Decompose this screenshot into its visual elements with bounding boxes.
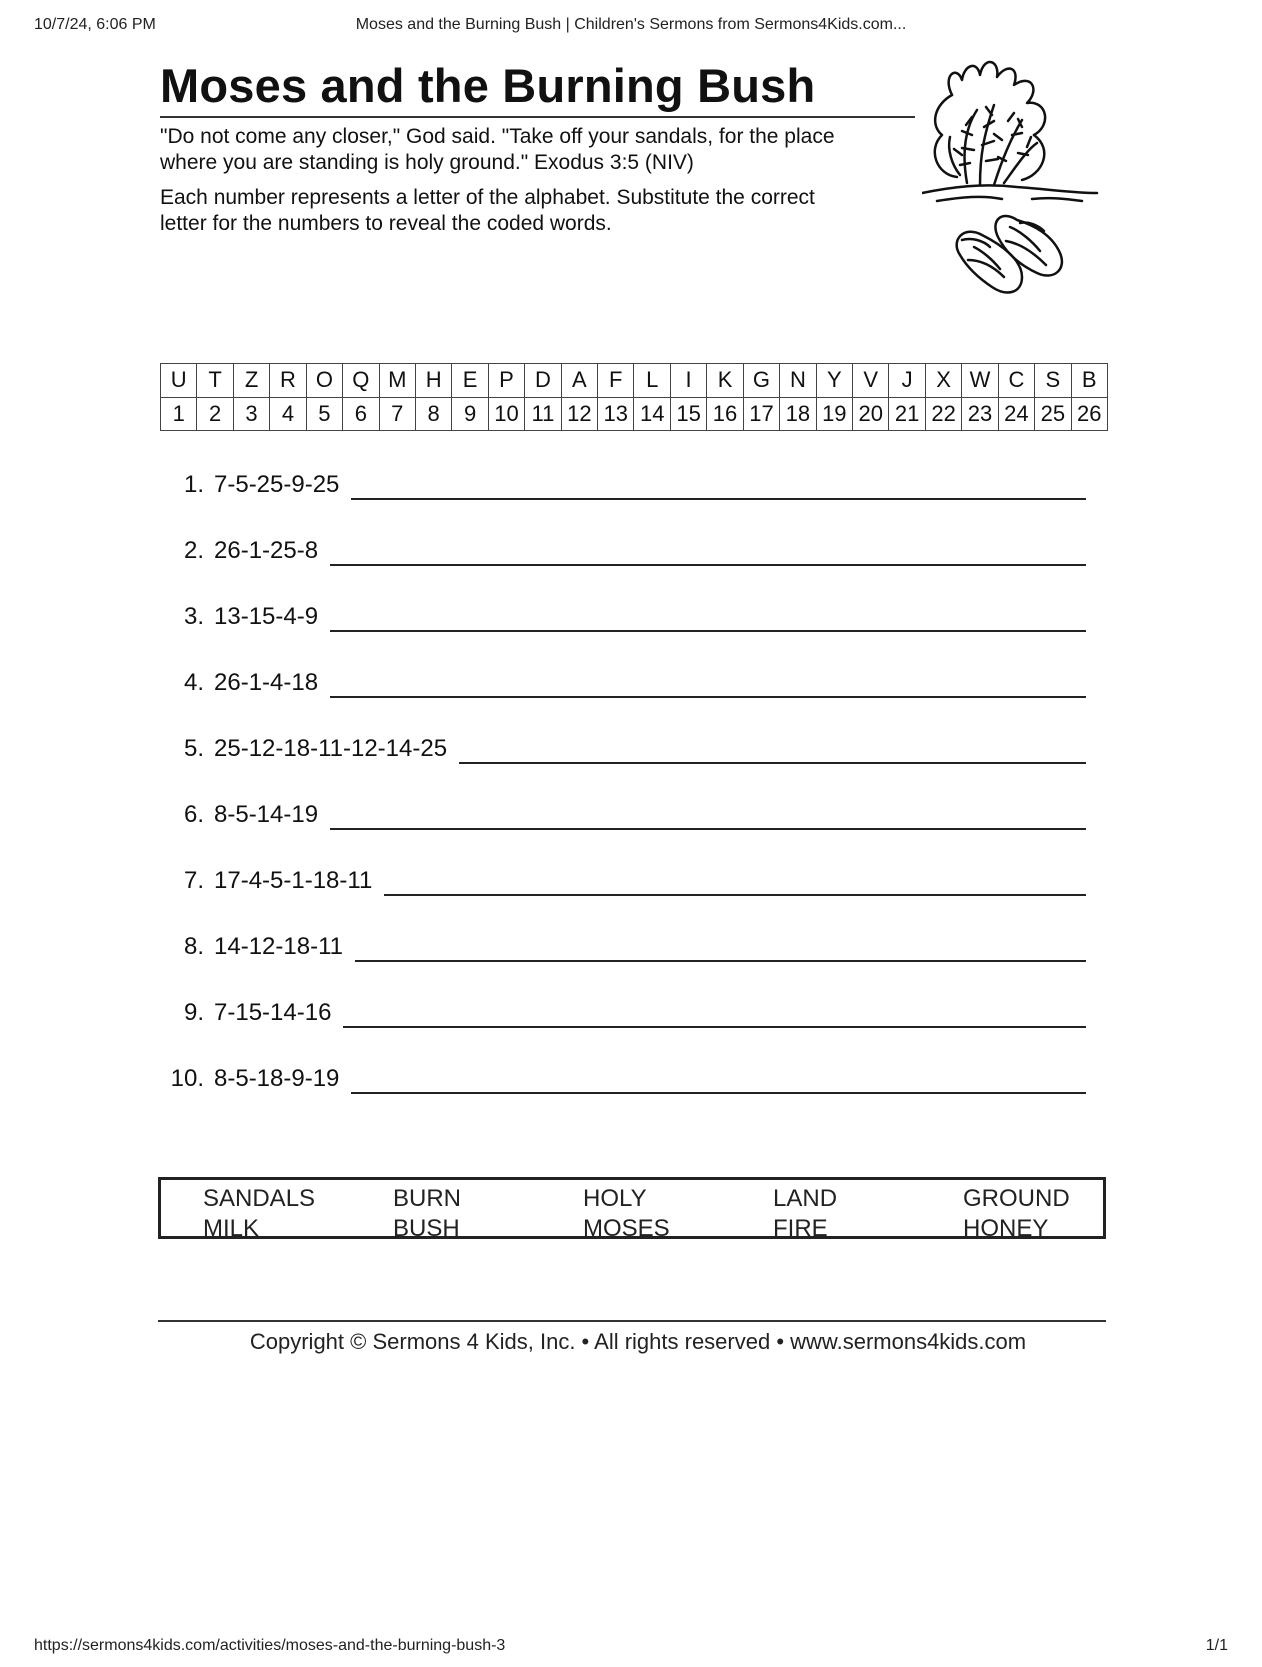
cipher-number: 13 — [598, 397, 634, 431]
cipher-letter: F — [598, 364, 634, 398]
word-bank-word: MOSES — [583, 1215, 670, 1242]
question-row — [160, 998, 1086, 1064]
question-code: 7-5-25-9-25 — [214, 471, 340, 498]
cipher-letter: A — [561, 364, 597, 398]
cipher-letter: K — [707, 364, 743, 398]
question-number: 5. — [183, 735, 204, 762]
cipher-letter: X — [925, 364, 961, 398]
answer-blank[interactable] — [351, 498, 1086, 500]
cipher-number: 1 — [161, 397, 197, 431]
cipher-number: 2 — [197, 397, 233, 431]
cipher-number: 11 — [525, 397, 561, 431]
question-number: 7. — [183, 867, 204, 894]
answer-blank[interactable] — [384, 894, 1086, 896]
coded-questions-list — [160, 470, 1086, 1130]
question-row — [160, 800, 1086, 866]
question-row — [160, 470, 1086, 536]
question-code: 26-1-25-8 — [214, 537, 319, 564]
question-row — [160, 734, 1086, 800]
question-code: 8-5-14-19 — [214, 801, 319, 828]
instructions-line: letter for the numbers to reveal the coded words. — [160, 212, 612, 235]
question-row — [160, 536, 1086, 602]
cipher-letter: G — [743, 364, 779, 398]
question-row — [160, 1064, 1086, 1130]
answer-blank[interactable] — [330, 828, 1086, 830]
question-number: 2. — [183, 537, 204, 564]
question-code: 7-15-14-16 — [214, 999, 332, 1026]
question-number: 9. — [183, 999, 204, 1026]
cipher-letter: Z — [233, 364, 269, 398]
word-bank-word: BUSH — [393, 1215, 460, 1242]
cipher-letter: O — [306, 364, 342, 398]
question-number: 8. — [183, 933, 204, 960]
question-code: 26-1-4-18 — [214, 669, 319, 696]
cipher-letter: P — [488, 364, 524, 398]
question-row — [160, 668, 1086, 734]
cipher-letter: S — [1035, 364, 1071, 398]
title-divider — [160, 116, 915, 118]
instructions-line: Each number represents a letter of the alphabet. Substitute the correct — [160, 186, 815, 209]
cipher-number: 25 — [1035, 397, 1071, 431]
question-row — [160, 866, 1086, 932]
cipher-letter: Y — [816, 364, 852, 398]
cipher-number: 16 — [707, 397, 743, 431]
word-bank-word: LAND — [773, 1185, 838, 1212]
word-bank-word: SANDALS — [203, 1185, 316, 1212]
copyright-divider — [158, 1320, 1106, 1322]
cipher-letter: N — [780, 364, 816, 398]
cipher-number: 9 — [452, 397, 488, 431]
cipher-number: 12 — [561, 397, 597, 431]
question-number: 10. — [170, 1065, 204, 1092]
cipher-number: 4 — [270, 397, 306, 431]
word-bank-word: MILK — [203, 1215, 260, 1242]
cipher-letter: W — [962, 364, 998, 398]
cipher-letter: Q — [343, 364, 379, 398]
question-number: 3. — [183, 603, 204, 630]
cipher-number: 20 — [853, 397, 889, 431]
word-bank-word: FIRE — [773, 1215, 828, 1242]
cipher-letter: V — [853, 364, 889, 398]
cipher-letter: C — [998, 364, 1034, 398]
cipher-number: 15 — [670, 397, 706, 431]
answer-blank[interactable] — [351, 1092, 1086, 1094]
question-code: 13-15-4-9 — [214, 603, 319, 630]
question-row — [160, 932, 1086, 998]
question-code: 8-5-18-9-19 — [214, 1065, 340, 1092]
word-bank-column — [583, 1184, 670, 1244]
cipher-letter: U — [161, 364, 197, 398]
cipher-letter: B — [1071, 364, 1107, 398]
cipher-letter: J — [889, 364, 925, 398]
copyright-notice: Copyright © Sermons 4 Kids, Inc. • All rights reserved • www.sermons4kids.com — [249, 1329, 1027, 1354]
cipher-number: 7 — [379, 397, 415, 431]
cipher-number: 6 — [343, 397, 379, 431]
word-bank-word: HONEY — [963, 1215, 1049, 1242]
word-bank-column — [963, 1184, 1070, 1244]
cipher-letter: H — [415, 364, 451, 398]
cipher-letter: M — [379, 364, 415, 398]
cipher-number: 26 — [1071, 397, 1107, 431]
cipher-number: 19 — [816, 397, 852, 431]
answer-blank[interactable] — [343, 1026, 1086, 1028]
cipher-number: 3 — [233, 397, 269, 431]
word-bank-word: GROUND — [963, 1185, 1070, 1212]
cipher-letter: L — [634, 364, 670, 398]
cipher-number: 5 — [306, 397, 342, 431]
cipher-number: 24 — [998, 397, 1034, 431]
answer-blank[interactable] — [330, 564, 1086, 566]
question-code: 17-4-5-1-18-11 — [214, 867, 373, 894]
cipher-number: 8 — [415, 397, 451, 431]
question-number: 4. — [183, 669, 204, 696]
word-bank-column — [393, 1184, 461, 1244]
cipher-number: 17 — [743, 397, 779, 431]
cipher-letter: I — [670, 364, 706, 398]
cipher-letter: R — [270, 364, 306, 398]
instructions — [160, 185, 920, 237]
word-bank-column — [203, 1184, 315, 1244]
verse-line: "Do not come any closer," God said. "Take off your sandals, for the place — [160, 125, 835, 148]
answer-blank[interactable] — [330, 630, 1086, 632]
cipher-letter: E — [452, 364, 488, 398]
word-bank-word: HOLY — [583, 1185, 647, 1212]
cipher-letter: T — [197, 364, 233, 398]
print-page-title: Moses and the Burning Bush | Children's Sermons from Sermons4Kids.com... — [355, 16, 907, 33]
question-row — [160, 602, 1086, 668]
question-code: 14-12-18-11 — [214, 933, 343, 960]
cipher-number: 14 — [634, 397, 670, 431]
answer-blank[interactable] — [459, 762, 1086, 764]
question-number: 6. — [183, 801, 204, 828]
cipher-letter: D — [525, 364, 561, 398]
cipher-number: 22 — [925, 397, 961, 431]
word-bank-word: BURN — [393, 1185, 462, 1212]
cipher-number: 18 — [780, 397, 816, 431]
print-url: https://sermons4kids.com/activities/moses-and-the-burning-bush-3 — [34, 1637, 506, 1654]
answer-blank[interactable] — [330, 696, 1086, 698]
word-bank — [158, 1177, 1106, 1242]
cipher-number: 10 — [488, 397, 524, 431]
print-datetime: 10/7/24, 6:06 PM — [34, 16, 156, 33]
print-page-count: 1/1 — [1205, 1637, 1228, 1654]
verse-line: where you are standing is holy ground." Exodus 3:5 (NIV) — [160, 151, 694, 174]
cipher-numbers-row — [161, 397, 1108, 431]
scripture-verse — [160, 124, 920, 176]
burning-bush-and-sandals-icon — [922, 55, 1112, 325]
question-number: 1. — [183, 471, 204, 498]
cipher-letters-row — [161, 364, 1108, 398]
cipher-number: 21 — [889, 397, 925, 431]
answer-blank[interactable] — [355, 960, 1086, 962]
cipher-number: 23 — [962, 397, 998, 431]
cipher-key-table — [160, 363, 1108, 431]
worksheet-title: Moses and the Burning Bush — [160, 59, 816, 112]
word-bank-column — [773, 1184, 837, 1244]
question-code: 25-12-18-11-12-14-25 — [214, 735, 448, 762]
